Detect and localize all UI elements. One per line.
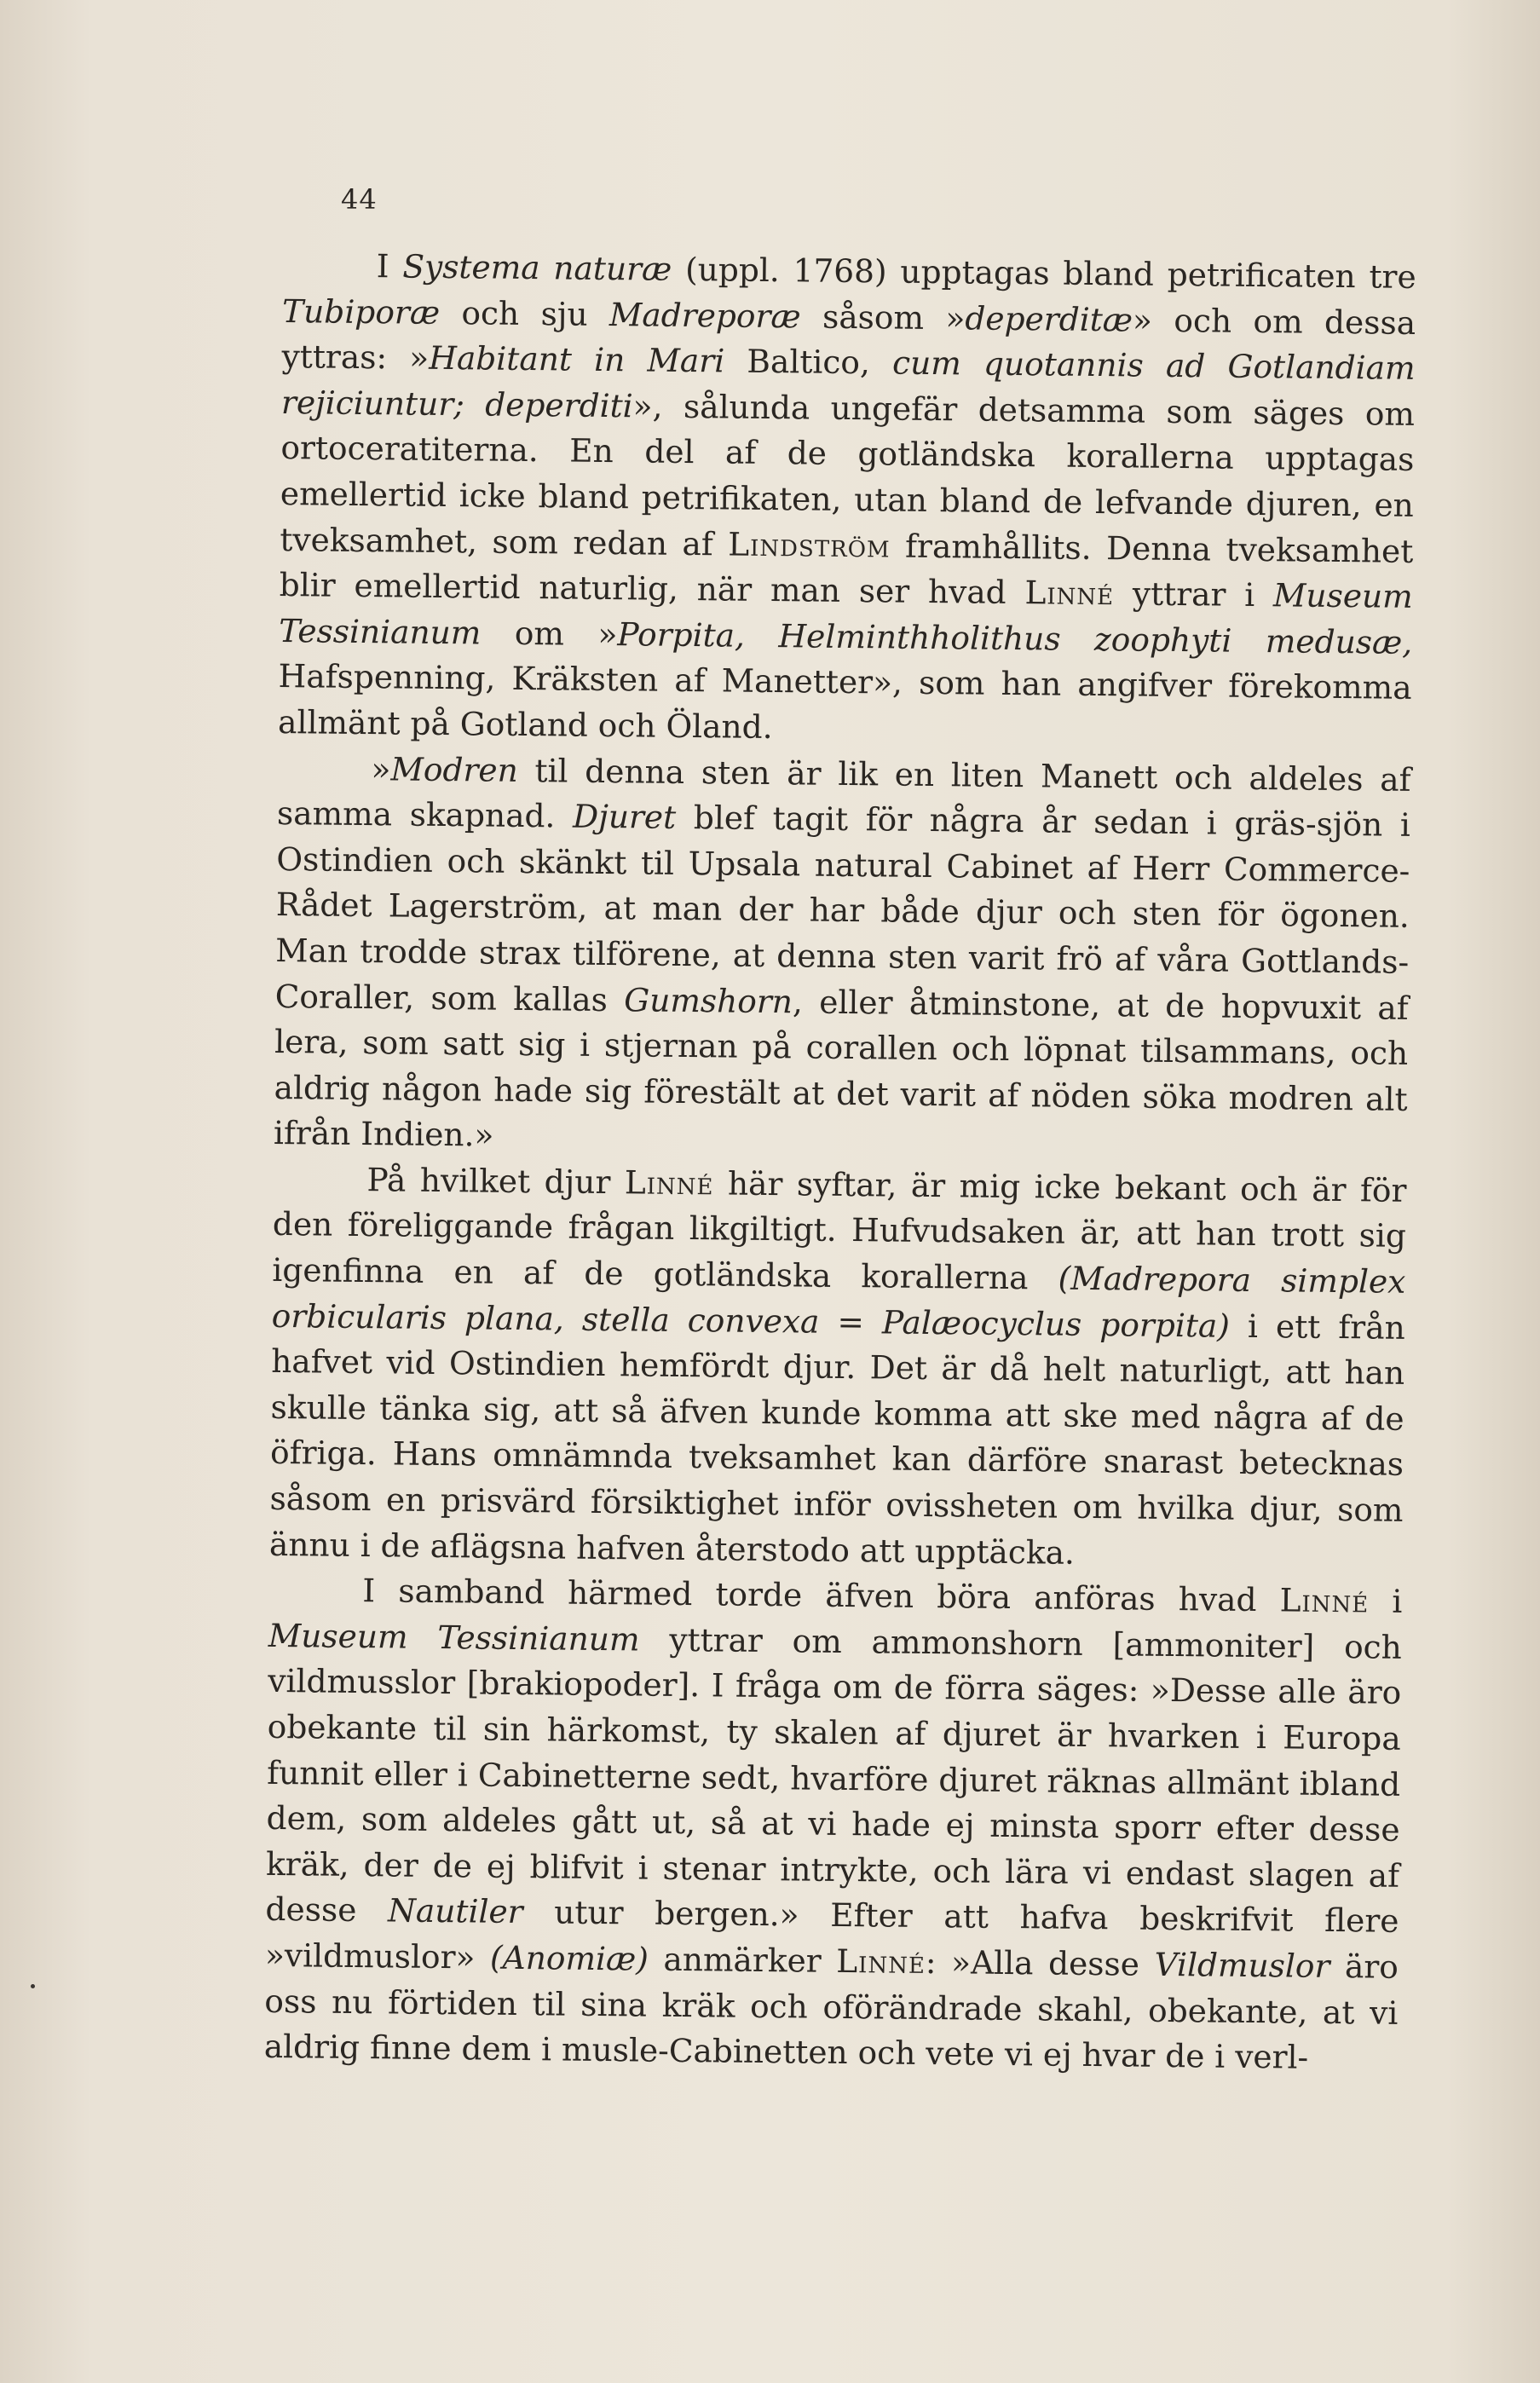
italic-text: Museum Tessinianum: [268, 1616, 640, 1659]
text-run: , eller åtminstone, at de hopvuxit af lera, som satt sig i stjernan på corallen och löpnat tilsammans, och aldrig någon hade sig förestält at det varit af nöden söka modren alt ifrån Indien.»: [273, 982, 1409, 1154]
italic-text: Systema naturæ: [402, 247, 672, 288]
italic-text: (Madrepora simplex orbicularis plana, stella convexa = Palæocyclus porpita): [271, 1259, 1406, 1345]
italic-text: Vildmuslor: [1154, 1945, 1330, 1985]
text-run: », sålunda ungefär detsamma som säges om ortoceratiterna. En del af de gotländska korallerna upptagas emellertid icke bland petrifikaten, utan bland de lefvande djuren, en tveksamhet, som redan af: [280, 387, 1416, 563]
italic-text: (Anomiæ): [489, 1938, 649, 1978]
italic-text: Nautiler: [387, 1891, 523, 1931]
text-run: om »: [481, 614, 618, 653]
text-run: och sju: [439, 293, 610, 333]
italic-text: Habitant in Mari: [429, 338, 725, 380]
paragraph-1: [278, 243, 1416, 757]
text-run: såsom »: [800, 297, 966, 337]
paragraph-2: [274, 745, 1411, 1168]
text-run: utur bergen.» Efter att hafva beskrifvit flere »vildmuslor»: [264, 1893, 1399, 1976]
text-run: (uppl. 1768) upptagas bland petrificaten tre: [672, 250, 1416, 296]
small-caps-name: Linné: [1279, 1581, 1370, 1620]
small-caps-name: Lindström: [728, 525, 891, 565]
text-run: i ett från hafvet vid Ostindien hemfördt djur. Det är då helt naturligt, att han skulle tänka sig, att så äfven kunde komma att ske med några af de öfriga. Hans omnämnda tveksamhet kan därföre snarast betecknas såsom en prisvärd försiktighet inför ovissheten om hvilka djur, som ännu i de aflägsna hafven återstodo att upptäcka.: [268, 1307, 1405, 1572]
text-run: I samband härmed torde äfven böra anföras hvad: [362, 1572, 1280, 1619]
text-run: blef tagit för några år sedan i gräs-sjön i Ostindien och skänkt til Upsala natural Cabinet af Herr Commerce-Rådet Lagerström, at man der har både djur och sten för ögonen. Man trodde strax tilförene, at denna sten varit frö af våra Gottlands-Coraller, som kallas: [274, 798, 1411, 1018]
text-run: anmärker: [648, 1940, 837, 1980]
text-run: » och om dessa yttras: »: [281, 301, 1416, 377]
paragraph-4: [264, 1567, 1403, 2081]
text-run: På hvilket djur: [366, 1160, 626, 1202]
italic-text: Madreporæ: [609, 295, 801, 335]
text-run: I: [376, 247, 403, 286]
text-run: här syftar, är mig icke bekant och är för den föreliggande frågan likgiltigt. Hufvudsaken är, att han trott sig igenfinna en af de gotländska korallerna: [272, 1164, 1407, 1297]
paragraph-3: [269, 1157, 1407, 1579]
italic-text: Modren: [390, 749, 518, 789]
small-caps-name: Linné: [624, 1163, 714, 1203]
paper-speck: [31, 1984, 35, 1988]
text-run: i: [1369, 1582, 1403, 1621]
text-run: Baltico,: [724, 342, 893, 382]
page-number: 44: [341, 183, 378, 216]
small-caps-name: Linné: [836, 1942, 926, 1981]
text-run: »: [371, 749, 391, 788]
italic-text: cum quotannis ad Gotlandiam rejiciuntur; deperditi: [280, 343, 1416, 425]
text-run: yttrar om ammonshorn [ammoniter] och vildmusslor [brakiopoder]. I fråga om de förra säges: »Desse alle äro obekante til sin härkomst, ty skalen af djuret är hvarken i Europa funnit eller i Cabinetterne sedt, hvarföre djuret räknas allmänt ibland dem, som aldeles gått ut, så at vi hade ej minsta sporr efter desse kräk, der de ej blifvit i stenar intrykte, och lära vi endast slagen af desse: [265, 1620, 1403, 1930]
italic-text: Tubiporæ: [281, 291, 441, 332]
text-run: til denna sten är lik en liten Manett och aldeles af samma skapnad.: [276, 751, 1411, 835]
text-run: Hafspenning, Kräksten af Manetter», som han angifver förekomma allmänt på Gotland och Öland.: [277, 657, 1412, 746]
small-caps-name: Linné: [1024, 574, 1115, 613]
text-run: yttrar i: [1113, 574, 1274, 615]
italic-text: Porpita, Helminthholithus zoophyti medusæ,: [617, 615, 1413, 661]
italic-text: Museum Tessinianum: [279, 576, 1413, 652]
text-run: framhållits. Denna tveksamhet blir emellertid naturlig, när man ser hvad: [279, 527, 1414, 612]
body-text: [264, 243, 1416, 2082]
text-run: äro oss nu förtiden til sina kräk och oförändrade skahl, obekante, at vi aldrig finne dem i musle-Cabinetten och vete vi ej hvar de i verl-: [263, 1947, 1399, 2076]
italic-text: deperditæ: [965, 298, 1133, 339]
text-run: : »Alla desse: [925, 1942, 1155, 1983]
italic-text: Gumshorn: [624, 980, 793, 1020]
italic-text: Djuret: [572, 797, 677, 836]
